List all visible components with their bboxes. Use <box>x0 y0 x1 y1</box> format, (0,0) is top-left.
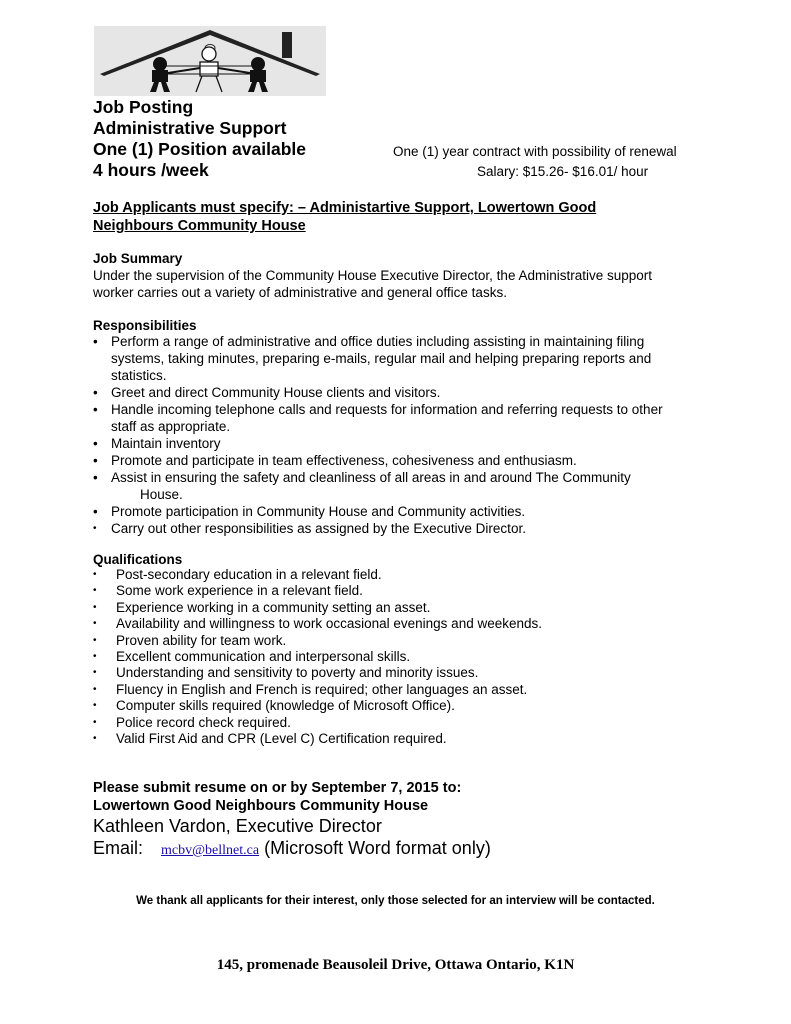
list-item <box>93 520 703 537</box>
positions-available: One (1) Position available <box>93 139 306 159</box>
responsibilities-title: Responsibilities <box>93 318 197 333</box>
list-item <box>93 384 703 401</box>
email-link[interactable]: mcbv@bellnet.ca <box>161 843 260 858</box>
position-title: Administrative Support <box>93 118 287 138</box>
job-summary-text-line2: worker carries out a variety of administrative and general office tasks. <box>93 285 507 300</box>
bullet-icon: • <box>93 667 97 679</box>
submit-deadline: Please submit resume on or by September 7, 2015 to: <box>93 780 462 796</box>
list-item <box>93 665 713 681</box>
bullet-icon: • <box>93 716 97 728</box>
bullet-icon: • <box>93 700 97 712</box>
organization-name: Lowertown Good Neighbours Community House <box>93 798 429 814</box>
job-summary-title: Job Summary <box>93 251 183 266</box>
bullet-icon: • <box>93 651 97 663</box>
qualifications-list <box>93 567 713 747</box>
list-item-line: Carry out other responsibilities as assigned by the Executive Director. <box>111 521 526 536</box>
bullet-icon: • <box>93 683 97 695</box>
list-item-text: Proven ability for team work. <box>116 632 287 648</box>
list-item <box>93 698 713 714</box>
list-item <box>93 469 703 503</box>
list-item-line: Handle incoming telephone calls and requests for information and referring requests to other <box>111 402 663 417</box>
list-item-line: Promote participation in Community House and Community activities. <box>111 504 526 519</box>
qualifications-title: Qualifications <box>93 552 183 567</box>
list-item <box>93 401 703 435</box>
list-item <box>93 333 703 384</box>
list-item <box>93 633 713 649</box>
list-item <box>93 731 713 747</box>
list-item <box>93 583 713 599</box>
list-item-text: Police record check required. <box>116 714 291 730</box>
bullet-icon: • <box>93 634 97 646</box>
list-item <box>93 649 713 665</box>
list-item-line: Maintain inventory <box>111 436 221 451</box>
list-item <box>93 616 713 632</box>
email-label: Email: <box>93 838 144 858</box>
list-item <box>93 503 703 520</box>
list-item-line: systems, taking minutes, preparing e-mails, regular mail and helping preparing reports and <box>111 351 652 366</box>
list-item-text: Understanding and sensitivity to poverty and minority issues. <box>116 665 479 681</box>
salary-range: Salary: $15.26- $16.01/ hour <box>477 164 649 179</box>
list-item-text: Experience working in a community setting an asset. <box>116 599 431 615</box>
bullet-icon: • <box>93 504 98 519</box>
list-item-text: Excellent communication and interpersonal skills. <box>116 649 411 665</box>
bullet-icon: • <box>93 618 97 630</box>
list-item <box>93 682 713 698</box>
bullet-icon: • <box>93 470 98 485</box>
list-item-line: Assist in ensuring the safety and cleanliness of all areas in and around The Community <box>111 470 631 485</box>
thanks-note: We thank all applicants for their interest, only those selected for an interview will be contacted. <box>136 895 655 907</box>
bullet-icon: • <box>93 334 98 349</box>
bullet-icon: • <box>93 436 98 451</box>
format-note: (Microsoft Word format only) <box>264 838 491 858</box>
list-item-line: Greet and direct Community House clients and visitors. <box>111 385 441 400</box>
list-item-text: Some work experience in a relevant field. <box>116 583 363 599</box>
contact-name: Kathleen Vardon, Executive Director <box>93 816 382 836</box>
email-line <box>93 837 491 862</box>
list-item <box>93 567 713 583</box>
bullet-icon: • <box>93 585 97 597</box>
contract-term: One (1) year contract with possibility of renewal <box>393 144 677 159</box>
list-item-line: statistics. <box>111 368 167 383</box>
applicants-specify-line1: Job Applicants must specify: – Administartive Support, Lowertown Good <box>93 200 597 216</box>
applicants-specify-line2: Neighbours Community House <box>93 218 306 234</box>
footer-address: 145, promenade Beausoleil Drive, Ottawa Ontario, K1N <box>216 957 575 973</box>
list-item-line: House. <box>140 487 183 502</box>
job-summary-text-line1: Under the supervision of the Community House Executive Director, the Administrative support <box>93 268 653 283</box>
bullet-icon: • <box>93 601 97 613</box>
list-item <box>93 452 703 469</box>
list-item-line: Perform a range of administrative and office duties including assisting in maintaining filing <box>111 334 645 349</box>
list-item-text: Fluency in English and French is required; other languages an asset. <box>116 681 528 697</box>
list-item <box>93 600 713 616</box>
house-family-logo-icon <box>94 26 326 96</box>
bullet-icon: • <box>93 733 97 745</box>
hours-per-week: 4 hours /week <box>93 160 209 180</box>
list-item-line: Promote and participate in team effectiveness, cohesiveness and enthusiasm. <box>111 453 577 468</box>
bullet-icon: • <box>93 569 97 580</box>
bullet-icon: • <box>93 385 98 400</box>
list-item <box>93 435 703 452</box>
list-item-line: staff as appropriate. <box>111 419 231 434</box>
job-posting-heading: Job Posting <box>93 97 194 117</box>
bullet-icon: • <box>93 453 98 468</box>
list-item <box>93 715 713 731</box>
bullet-icon: • <box>93 523 97 534</box>
responsibilities-list <box>93 333 703 537</box>
list-item-text: Computer skills required (knowledge of Microsoft Office). <box>116 698 455 714</box>
list-item-text: Availability and willingness to work occasional evenings and weekends. <box>116 616 542 632</box>
list-item-text: Post-secondary education in a relevant field. <box>116 567 382 582</box>
bullet-icon: • <box>93 402 98 417</box>
list-item-text: Valid First Aid and CPR (Level C) Certification required. <box>116 731 447 747</box>
